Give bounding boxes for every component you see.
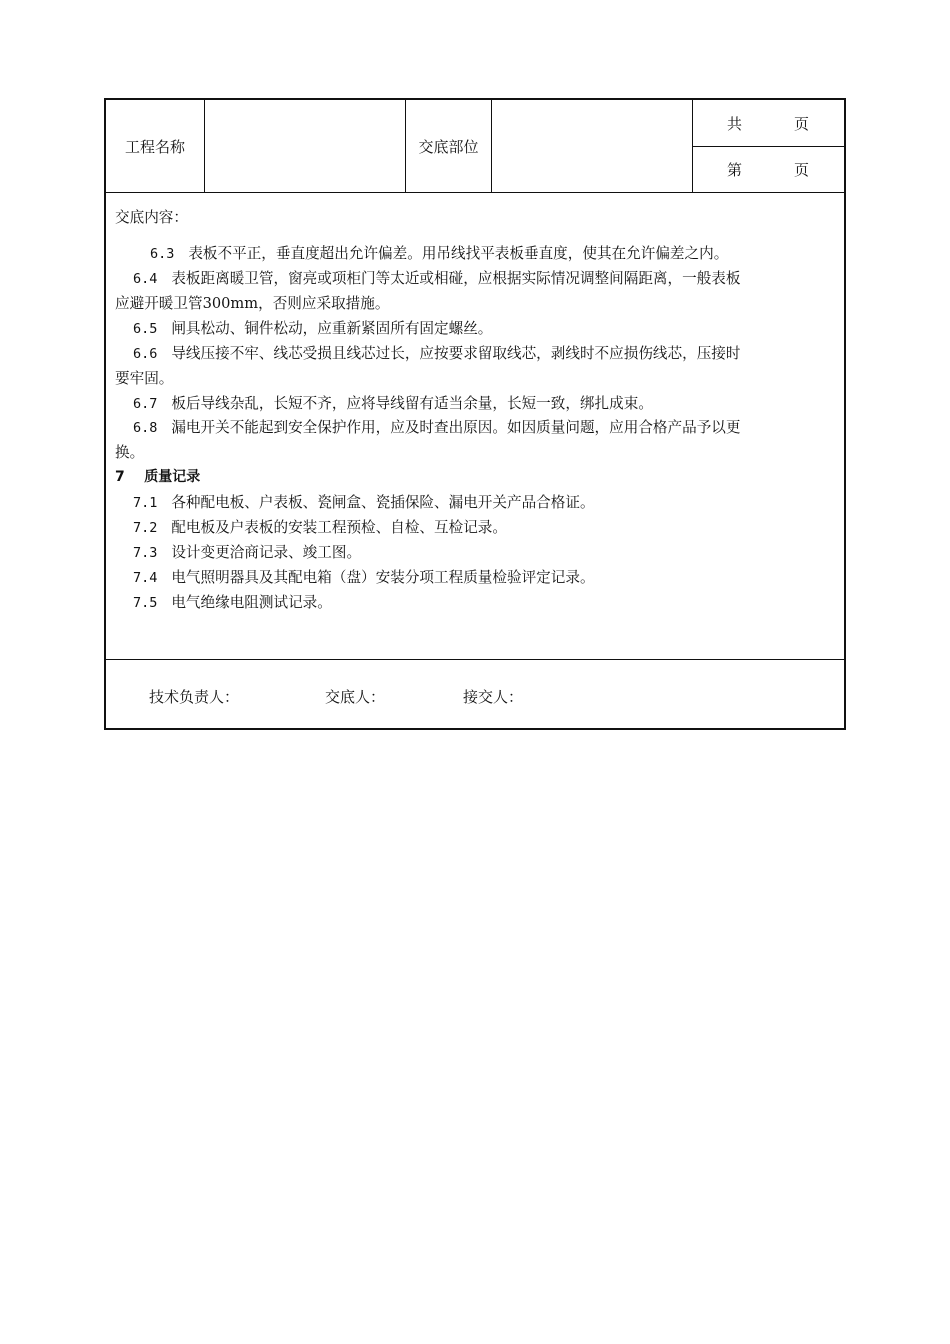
signature-row [106,660,844,728]
disclosure-content [106,192,844,660]
record-7-1: 7.1 各种配电板、户表板、瓷闸盒、瓷插保险、漏电开关产品合格证。 [133,494,595,511]
project-name-label: 工程名称 [106,100,205,192]
record-7-5: 7.5 电气绝缘电阻测试记录。 [133,594,332,611]
item-6-3: 6.3 表板不平正，垂直度超出允许偏差。用吊线找平表板垂直度，使其在允许偏差之内。 [150,245,729,262]
page-number-row [693,146,844,192]
item-6-8-cont: 换。 [115,444,145,461]
tech-lead-signature[interactable]: 技术负责人： [149,688,240,706]
total-unit: 页 [794,114,810,133]
item-6-4-cont: 应避开暖卫管300mm，否则应采取措施。 [115,295,390,312]
disclosure-form [104,98,846,730]
total-pages-row [693,100,844,147]
item-6-6-cont: 要牢固。 [115,370,174,387]
item-6-4: 6.4 表板距离暖卫管，窗亮或项柜门等太近或相碰，应根据实际情况调整间隔距离，一般表板 [133,270,741,287]
page-label: 第 [727,160,743,179]
section-7-heading: 7 质量记录 [115,469,201,485]
location-field[interactable] [492,100,693,192]
total-label: 共 [727,114,743,133]
item-6-6: 6.6 导线压接不牢、线芯受损且线芯过长，应按要求留取线芯，剥线时不应损伤线芯，压接时 [133,345,741,362]
page-count-cell [693,100,844,192]
location-label: 交底部位 [406,100,492,192]
discloser-signature[interactable]: 交底人： [325,688,386,706]
item-6-7: 6.7 板后导线杂乱，长短不齐，应将导线留有适当余量，长短一致，绑扎成束。 [133,395,653,412]
content-heading: 交底内容： [115,209,188,226]
item-6-5: 6.5 闸具松动、铜件松动，应重新紧固所有固定螺丝。 [133,320,493,337]
record-7-3: 7.3 设计变更洽商记录、竣工图。 [133,544,362,561]
page-unit: 页 [794,160,810,179]
receiver-signature[interactable]: 接交人： [463,688,524,706]
form-header [106,100,844,193]
project-name-field[interactable] [205,100,406,192]
record-7-4: 7.4 电气照明器具及其配电箱（盘）安装分项工程质量检验评定记录。 [133,569,595,586]
item-6-8: 6.8 漏电开关不能起到安全保护作用，应及时查出原因。如因质量问题，应用合格产品予以更 [133,419,741,436]
record-7-2: 7.2 配电板及户表板的安装工程预检、自检、互检记录。 [133,519,507,536]
